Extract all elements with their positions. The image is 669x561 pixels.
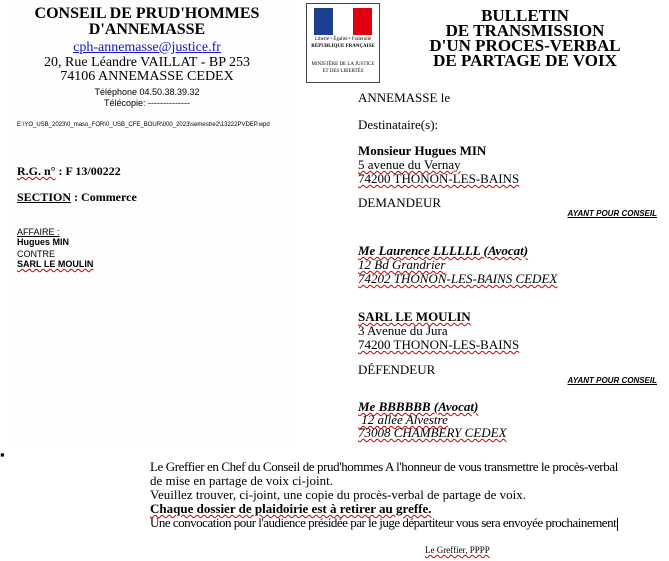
file-path: E:\YO_USB_2023\0_maso_FOR\0_USB_CFE_BOUR\000_2023\semestre2\13222PVDEP.wpd [17,122,270,128]
section-info [17,190,137,205]
recipient4-address1: 12 allée Alvestre [358,412,448,427]
section-label: SECTION [17,190,72,204]
signature: Le Greffier, PPPP [425,545,490,555]
rg-number [17,164,121,179]
recipient4-address2: 73008 CHAMBERY CEDEX [358,425,507,440]
letter-line5-wrap[interactable] [150,515,660,531]
plaintiff-name: Hugues MIN [17,237,70,247]
recipient2-address1: 12 Bd Grandrier [358,257,446,272]
recipient2-address2: 74202 THONON-LES-BAINS CEDEX [358,271,558,286]
rg-label: R.G. n° [17,164,56,178]
court-phone: Téléphone 04.50.38.39.32 [94,87,200,97]
counsel-label-1: AYANT POUR CONSEIL [567,209,657,218]
bulletin-line4: DE PARTAGE DE VOIX [433,51,617,70]
text-cursor [617,518,618,531]
section-value: : Commerce [74,190,137,204]
recipient2-name: Me Laurence LLLLLL (Avocat) [358,243,529,258]
recipient1-name: Monsieur Hugues MIN [358,143,487,158]
defendant-name: SARL LE MOULIN [17,259,94,269]
bulletin-line2: DE TRANSMISSION [445,21,605,40]
bulletin-line3: D'UN PROCES-VERBAL [429,36,621,55]
place-date: ANNEMASSE le [358,90,451,105]
contre-label: CONTRE [17,249,55,259]
counsel-label-2: AYANT POUR CONSEIL [567,376,657,385]
logo-motto: Liberté • Égalité • Fraternité [314,37,372,42]
letter-line2: de mise en partage de voix ci-joint. [150,473,334,488]
recipient3-name: SARL LE MOULIN [358,309,471,324]
bulletin-line1: BULLETIN [481,6,569,25]
letter-line4: Chaque dossier de plaidoirie est à retirer au greffe. [150,501,432,516]
letter-line1: Le Greffier en Chef du Conseil de prud'hommes A l'honneur de vous transmettre le procès-verbal [150,459,618,474]
marianne-flag-icon [314,8,372,35]
logo-ministry-line2: ET DES LIBERTÉS [322,69,364,74]
court-name-line2: D'ANNEMASSE [88,21,206,38]
letter-line5: Une convocation pour l'audience présidée par le juge départiteur vous sera envoyée prochainement [150,515,617,530]
recipient3-address1: 3 Avenue du Jura [358,323,448,338]
court-name [15,6,279,38]
republic-logo [306,3,380,83]
margin-mark: ▪ [0,447,5,462]
bulletin-title [390,8,660,68]
recipient1-role: DEMANDEUR [358,195,442,210]
recipient3-role: DÉFENDEUR [358,362,436,377]
recipient3-address2: 74200 THONON-LES-BAINS [358,337,520,352]
court-name-line1: CONSEIL DE PRUD'HOMMES [34,5,260,22]
affaire-label: AFFAIRE : [17,227,60,237]
letter-line3: Veuillez trouver, ci-joint, une copie du procès-verbal de partage de voix. [150,487,526,502]
recipient1-address1: 5 avenue du Vernay [358,157,461,172]
court-address-line1: 20, Rue Léandre VAILLAT - BP 253 [44,55,250,70]
court-address-line2: 74106 ANNEMASSE CEDEX [60,69,234,84]
rg-value: : F 13/00222 [58,164,121,178]
court-email-link[interactable]: cph-annemasse@justice.fr [73,40,221,55]
court-fax: Télécopie: -------------- [104,98,190,108]
logo-ministry-line1: MINISTÈRE DE LA JUSTICE [311,62,375,67]
recipient1-address2: 74200 THONON-LES-BAINS [358,171,520,186]
recipient4-name: Me BBBBBB (Avocat) [358,399,479,414]
logo-republic: RÉPUBLIQUE FRANÇAISE [311,44,375,49]
recipients-label: Destinataire(s): [358,117,439,132]
